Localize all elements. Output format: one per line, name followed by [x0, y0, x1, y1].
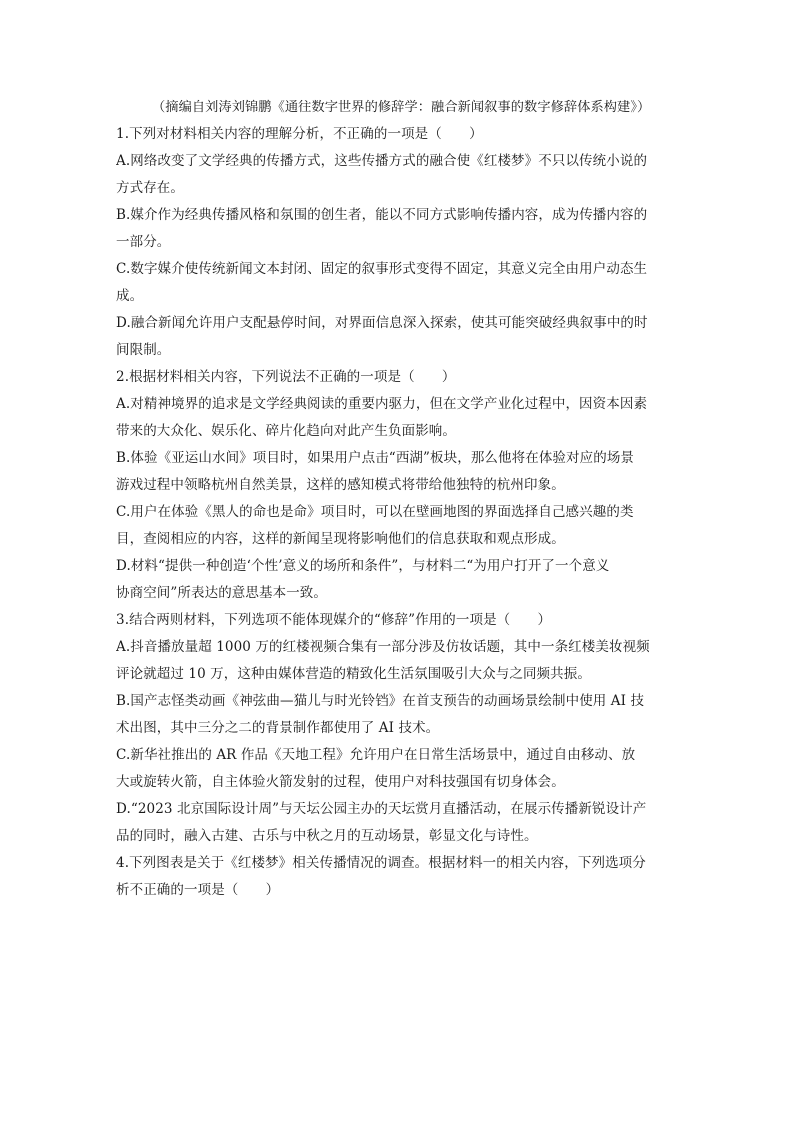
option-text-line: 评论就超过 10 万，这种由媒体营造的精致化生活氛围吸引大众与之同频共振。 — [116, 666, 591, 682]
option-text-line: C.新华社推出的 AR 作品《天地工程》允许用户在日常生活场景中，通过自由移动、放 — [116, 747, 636, 763]
document-page — [116, 94, 676, 904]
answer-option-d — [116, 553, 676, 607]
question-list — [116, 121, 676, 904]
question-stem-line: 析不正确的一项是（ ） — [116, 882, 280, 898]
question-4 — [116, 850, 676, 904]
answer-option-b — [116, 202, 676, 256]
option-text-line: 游戏过程中领略杭州自然美景，这样的感知模式将带给他独特的杭州印象。 — [116, 477, 565, 493]
question-stem-line: 3.结合两则材料，下列选项不能体现媒介的“修辞”作用的一项是（ ） — [116, 612, 552, 628]
question-stem-line: 2.根据材料相关内容，下列说法不正确的一项是（ ） — [116, 369, 456, 385]
option-text-line: 协商空间”所表达的意思基本一致。 — [116, 585, 328, 601]
answer-option-b — [116, 688, 676, 742]
question-1 — [116, 121, 676, 364]
option-text-line: 术出图，其中三分之二的背景制作都使用了 AI 技术。 — [116, 720, 440, 736]
option-text-line: 间限制。 — [116, 342, 171, 358]
option-text-line: A.对精神境界的追求是文学经典阅读的重要内驱力，但在文学产业化过程中，因资本因素 — [116, 396, 648, 412]
option-text-line: C.数字媒介使传统新闻文本封闭、固定的叙事形式变得不固定，其意义完全由用户动态生 — [116, 261, 648, 277]
answer-option-d — [116, 796, 676, 850]
question-stem-line: 1.下列对材料相关内容的理解分析，不正确的一项是（ ） — [116, 126, 483, 142]
answer-option-c — [116, 499, 676, 553]
option-text-line: B.国产志怪类动画《神弦曲—猫儿与时光铃铛》在首支预告的动画场景绘制中使用 AI 技 — [116, 693, 645, 709]
answer-option-a — [116, 391, 676, 445]
option-text-line: 成。 — [116, 288, 144, 304]
option-text-line: C.用户在体验《黑人的命也是命》项目时，可以在壁画地图的界面选择自己感兴趣的类 — [116, 504, 634, 520]
option-text-line: 大或旋转火箭，自主体验火箭发射的过程，使用户对科技强国有切身体会。 — [116, 774, 565, 790]
source-citation: （摘编自刘涛刘锦鹏《通往数字世界的修辞学：融合新闻叙事的数字修辞体系构建》） — [152, 100, 651, 115]
option-text-line: B.体验《亚运山水间》项目时，如果用户点击“西湖”板块，那么他将在体验对应的场景 — [116, 450, 635, 466]
option-text-line: B.媒介作为经典传播风格和氛围的创生者，能以不同方式影响传播内容，成为传播内容的 — [116, 207, 648, 223]
question-3 — [116, 607, 676, 850]
option-text-line: 方式存在。 — [116, 180, 184, 196]
option-text-line: 目，查阅相应的内容，这样的新闻呈现将影响他们的信息获取和观点形成。 — [116, 531, 565, 547]
option-text-line: A.网络改变了文学经典的传播方式，这些传播方式的融合使《红楼梦》不只以传统小说的 — [116, 153, 648, 169]
answer-option-c — [116, 256, 676, 310]
option-text-line: 一部分。 — [116, 234, 171, 250]
option-text-line: D.“2023 北京国际设计周”与天坛公园主办的天坛赏月直播活动，在展示传播新锐设计产 — [116, 801, 647, 817]
option-text-line: D.融合新闻允许用户支配悬停时间，对界面信息深入探索，使其可能突破经典叙事中的时 — [116, 315, 648, 331]
answer-option-a — [116, 148, 676, 202]
answer-option-a — [116, 634, 676, 688]
answer-option-c — [116, 742, 676, 796]
answer-option-d — [116, 310, 676, 364]
option-text-line: D.材料“提供一种创造‘个性’意义的场所和条件”，与材料二“为用户打开了一个意义 — [116, 558, 610, 574]
option-text-line: A.抖音播放量超 1000 万的红楼视频合集有一部分涉及仿妆话题，其中一条红楼美妆视频 — [116, 639, 650, 655]
question-2 — [116, 364, 676, 607]
answer-option-b — [116, 445, 676, 499]
option-text-line: 品的同时，融入古建、古乐与中秋之月的互动场景，彰显文化与诗性。 — [116, 828, 538, 844]
question-stem-line: 4.下列图表是关于《红楼梦》相关传播情况的调查。根据材料一的相关内容，下列选项分 — [116, 855, 646, 871]
option-text-line: 带来的大众化、娱乐化、碎片化趋向对此产生负面影响。 — [116, 423, 456, 439]
